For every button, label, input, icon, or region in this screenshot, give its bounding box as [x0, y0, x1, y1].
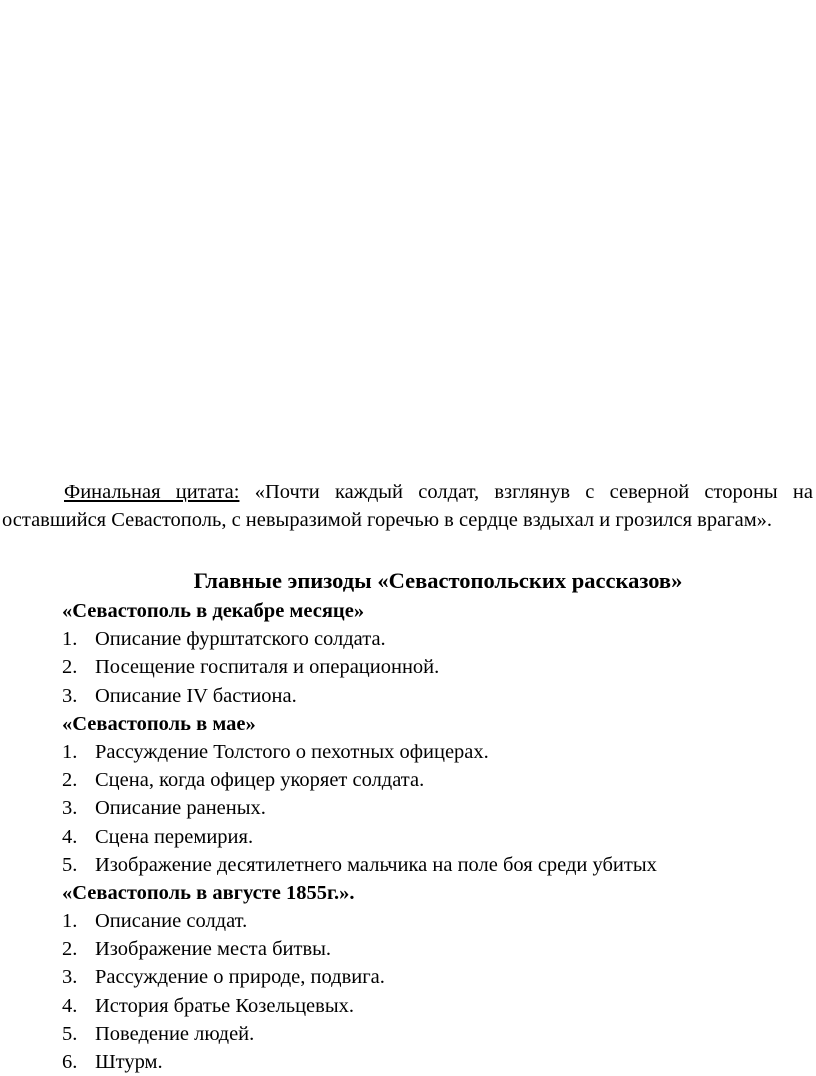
item-text: История братье Козельцевых.: [95, 994, 354, 1017]
item-text: Рассуждение о природе, подвига.: [95, 966, 385, 989]
list-item: [62, 992, 812, 1020]
item-text: Поведение людей.: [95, 1022, 255, 1045]
final-quote-text: «Почти каждый солдат, взглянув с северной стороны на оставшийся Севастополь, с невыразимой горечью в сердце вздыхал и грозился врагам».: [2, 481, 813, 531]
item-number: 2.: [62, 938, 78, 961]
episode-sections: [62, 597, 812, 1076]
item-number: 4.: [62, 825, 78, 848]
list-item: [62, 766, 812, 794]
item-text: Описание фурштатского солдата.: [95, 628, 386, 651]
section-december: [62, 597, 812, 710]
section-august: [62, 879, 812, 1076]
item-text: Посещение госпиталя и операционной.: [95, 656, 440, 679]
list-item: [62, 1020, 812, 1048]
item-text: Сцена перемирия.: [95, 825, 254, 848]
item-text: Изображение десятилетнего мальчика на поле боя среди убитых: [95, 853, 657, 876]
item-text: Рассуждение Толстого о пехотных офицерах.: [95, 740, 489, 763]
item-number: 3.: [62, 797, 78, 820]
section-title: «Севастополь в декабре месяце»: [62, 600, 365, 622]
list-item: [62, 794, 812, 822]
list-item: [62, 935, 812, 963]
item-number: 1.: [62, 740, 78, 763]
list-item: [62, 682, 812, 710]
item-number: 5.: [62, 853, 78, 876]
item-number: 3.: [62, 684, 78, 707]
item-text: Описание IV бастиона.: [95, 684, 297, 707]
item-text: Описание раненых.: [95, 797, 266, 820]
item-text: Сцена, когда офицер укоряет солдата.: [95, 769, 425, 792]
item-text: Изображение места битвы.: [95, 938, 332, 961]
final-quote-paragraph: [2, 478, 813, 534]
list-item: [62, 1048, 812, 1076]
item-number: 2.: [62, 769, 78, 792]
section-title: «Севастополь в августе 1855г.».: [62, 881, 355, 904]
item-number: 1.: [62, 628, 78, 651]
main-episodes-heading: Главные эпизоды «Севастопольских рассказов»: [193, 568, 683, 593]
list-item: [62, 907, 812, 935]
item-number: 6.: [62, 1051, 78, 1073]
item-number: 3.: [62, 966, 78, 989]
item-number: 1.: [62, 910, 78, 933]
item-number: 5.: [62, 1022, 78, 1045]
section-may: [62, 710, 812, 879]
list-item: [62, 738, 812, 766]
list-item: [62, 653, 812, 681]
list-item: [62, 625, 812, 653]
list-item: [62, 823, 812, 851]
item-text: Описание солдат.: [95, 910, 248, 933]
item-text: Штурм.: [95, 1051, 163, 1073]
final-quote-label: Финальная цитата:: [64, 481, 240, 503]
item-number: 2.: [62, 656, 78, 679]
item-number: 4.: [62, 994, 78, 1017]
section-title: «Севастополь в мае»: [62, 712, 256, 735]
list-item: [62, 851, 812, 879]
list-item: [62, 963, 812, 991]
